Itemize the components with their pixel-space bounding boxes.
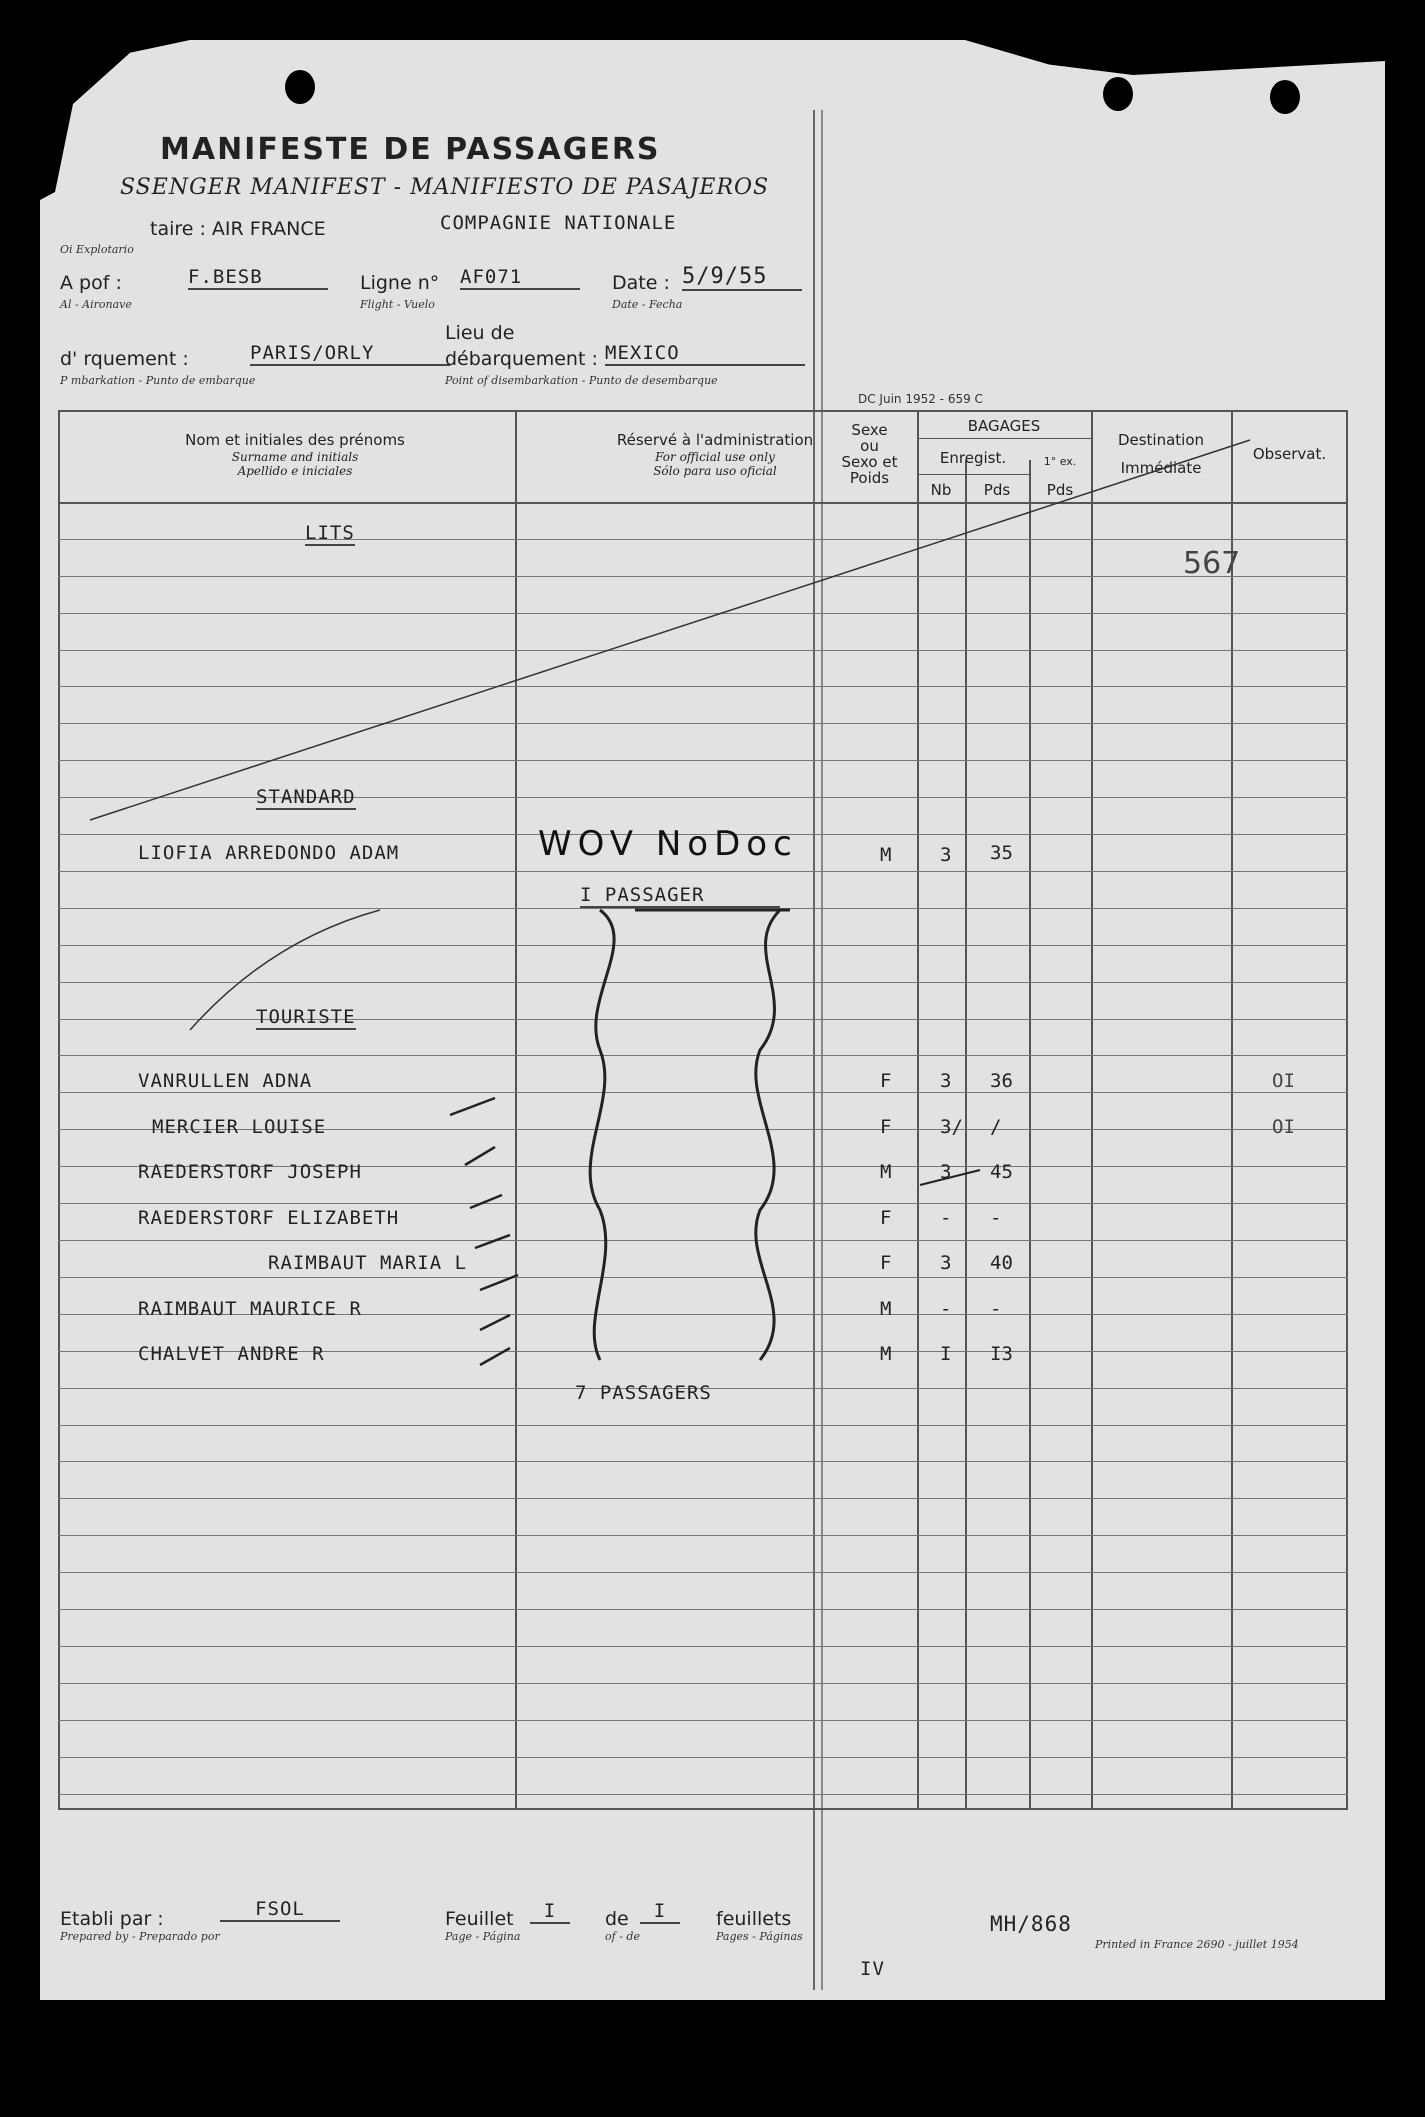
- embark-sublabel: P mbarkation - Punto de embarque: [60, 374, 256, 387]
- passenger-name: VANRULLEN ADNA: [138, 1070, 313, 1092]
- handwritten-markings: [40, 40, 1385, 2000]
- excess-weight-header: Pds: [1046, 481, 1074, 499]
- standard-total: I PASSAGER: [580, 884, 780, 908]
- standard-passenger-sex: M: [880, 844, 892, 866]
- flight-label: Ligne n°: [360, 272, 440, 294]
- printed-in-france: Printed in France 2690 - juillet 1954: [1095, 1938, 1299, 1951]
- passenger-observation: OI: [1272, 1070, 1295, 1092]
- passenger-sex: M: [880, 1343, 892, 1365]
- handwritten-note: WOV NoDoc: [538, 824, 798, 864]
- excess-header: 1° ex.: [1043, 455, 1077, 468]
- manifest-title: MANIFESTE DE PASSAGERS: [160, 132, 661, 167]
- baggage-weight-header: Pds: [983, 481, 1011, 499]
- passenger-observation: OI: [1272, 1116, 1295, 1138]
- passenger-baggage-weight: 36: [990, 1070, 1013, 1092]
- admin-column-header: Réservé à l'administration: [616, 431, 814, 449]
- disembark-label-2: débarquement :: [445, 348, 598, 370]
- passenger-sex: M: [880, 1298, 892, 1320]
- flight-value: AF071: [460, 266, 580, 290]
- section-standard: STANDARD: [256, 786, 356, 808]
- passenger-baggage-weight: -: [990, 1298, 1002, 1320]
- commander-sublabel: Al - Aironave: [60, 298, 132, 311]
- page-sublabel: Page - Página: [445, 1930, 521, 1943]
- prepared-by-sublabel: Prepared by - Preparado por: [60, 1930, 220, 1943]
- flight-sublabel: Flight - Vuelo: [360, 298, 435, 311]
- operator-label: taire : AIR FRANCE: [150, 218, 326, 240]
- standard-passenger-baggage-weight: 35: [990, 842, 1013, 864]
- baggage-column-header: BAGAGES: [967, 417, 1041, 435]
- passenger-baggage-count: 3: [940, 1161, 952, 1183]
- observations-header: Observat.: [1252, 445, 1327, 463]
- name-column-header: Nom et initiales des prénoms: [185, 431, 405, 449]
- page-label: Feuillet: [445, 1908, 514, 1930]
- passenger-baggage-weight: 45: [990, 1161, 1013, 1183]
- pen-stroke: [190, 910, 380, 1030]
- passenger-name: RAEDERSTORF ELIZABETH: [138, 1207, 400, 1229]
- passenger-baggage-count: I: [940, 1343, 952, 1365]
- of-value: I: [640, 1900, 680, 1924]
- passenger-name: RAEDERSTORF JOSEPH: [138, 1161, 362, 1183]
- bracket-stroke: [590, 910, 614, 1360]
- prepared-by-value: FSOL: [220, 1898, 340, 1922]
- admin-column-sub: Sólo para uso oficial: [653, 464, 777, 478]
- section-lits: LITS: [305, 522, 355, 544]
- prepared-by-label: Etabli par :: [60, 1908, 164, 1930]
- sex-column-header: Sexo et: [841, 453, 898, 471]
- manifest-sheet: [40, 40, 1385, 2000]
- roman-numeral: IV: [860, 1958, 885, 1980]
- pages-label: feuillets: [716, 1908, 792, 1930]
- page-value: I: [530, 1900, 570, 1924]
- passenger-baggage-count: -: [940, 1298, 952, 1320]
- passenger-baggage-count: 3: [940, 1070, 952, 1092]
- section-touriste: TOURISTE: [256, 1006, 356, 1028]
- sex-column-header: ou: [860, 437, 879, 455]
- date-sublabel: Date - Fecha: [612, 298, 683, 311]
- disembark-label-1: Lieu de: [445, 322, 515, 344]
- operator-sublabel: Oi Explotario: [60, 243, 134, 256]
- name-column-sub: Apellido e iniciales: [237, 464, 353, 478]
- touriste-total: 7 PASSAGERS: [575, 1382, 712, 1404]
- of-sublabel: of - de: [605, 1930, 640, 1943]
- reference-number: MH/868: [990, 1912, 1072, 1936]
- strike-through-line: [90, 437, 1250, 820]
- passenger-baggage-weight: 40: [990, 1252, 1013, 1274]
- passenger-baggage-weight: /: [990, 1116, 1002, 1138]
- page-number-stamp: 567: [1183, 546, 1241, 581]
- form-code: DC Juin 1952 - 659 C: [858, 392, 983, 406]
- passenger-name: RAIMBAUT MARIA L: [268, 1252, 468, 1274]
- sex-column-header: Poids: [849, 469, 890, 487]
- bracket-stroke: [756, 910, 780, 1360]
- commander-value: F.BESB: [188, 266, 328, 290]
- passenger-sex: F: [880, 1252, 892, 1274]
- embark-value: PARIS/ORLY: [250, 342, 450, 366]
- passenger-sex: M: [880, 1161, 892, 1183]
- name-column-sub: Surname and initials: [231, 450, 359, 464]
- passenger-sex: F: [880, 1116, 892, 1138]
- pen-stroke: [920, 1170, 980, 1185]
- embark-label: d' rquement :: [60, 348, 189, 370]
- standard-passenger-baggage-count: 3: [940, 844, 952, 866]
- passenger-sex: F: [880, 1070, 892, 1092]
- date-label: Date :: [612, 272, 670, 294]
- sex-column-header: Sexe: [851, 421, 888, 439]
- disembark-value: MEXICO: [605, 342, 805, 366]
- standard-passenger-name: LIOFIA ARREDONDO ADAM: [138, 842, 400, 864]
- passenger-baggage-weight: -: [990, 1207, 1002, 1229]
- pages-sublabel: Pages - Páginas: [716, 1930, 803, 1943]
- tick-marks: [450, 1098, 518, 1365]
- passenger-baggage-count: 3: [940, 1252, 952, 1274]
- passenger-name: CHALVET ANDRE R: [138, 1343, 325, 1365]
- checked-baggage-header: Enregist.: [939, 449, 1007, 467]
- passenger-name: MERCIER LOUISE: [152, 1116, 327, 1138]
- admin-column-sub: For official use only: [655, 450, 775, 464]
- manifest-subtitle: SSENGER MANIFEST - MANIFIESTO DE PASAJEROS: [120, 175, 770, 200]
- destination-header: Destination: [1117, 431, 1205, 449]
- disembark-sublabel: Point of disembarkation - Punto de desembarque: [445, 374, 718, 387]
- baggage-count-header: Nb: [930, 481, 952, 499]
- commander-label: A pof :: [60, 272, 122, 294]
- of-label: de: [605, 1908, 629, 1930]
- passenger-baggage-weight: I3: [990, 1343, 1013, 1365]
- passenger-name: RAIMBAUT MAURICE R: [138, 1298, 362, 1320]
- operator-value: COMPAGNIE NATIONALE: [440, 212, 677, 234]
- date-value: 5/9/55: [682, 264, 802, 291]
- destination-header: Immédiate: [1120, 459, 1202, 477]
- passenger-baggage-count: 3/: [940, 1116, 963, 1138]
- passenger-sex: F: [880, 1207, 892, 1229]
- passenger-baggage-count: -: [940, 1207, 952, 1229]
